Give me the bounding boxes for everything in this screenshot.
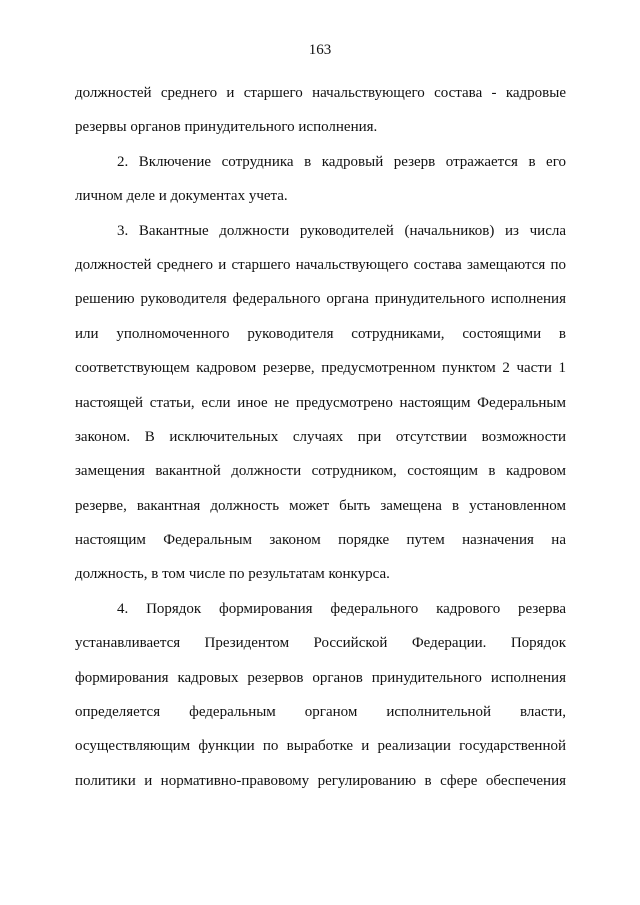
text-line: политики и нормативно-правовому регулированию в сфере обеспечения xyxy=(75,772,566,789)
text-line: формирования кадровых резервов органов принудительного исполнения xyxy=(75,669,566,686)
text-line: законом. В исключительных случаях при отсутствии возможности xyxy=(75,428,566,445)
text-line: осуществляющим функции по выработке и реализации государственной xyxy=(75,738,566,755)
body-text xyxy=(75,76,566,798)
text-line: замещения вакантной должности сотрудником, состоящим в кадровом xyxy=(75,463,566,480)
text-line: или уполномоченного руководителя сотрудниками, состоящими в xyxy=(75,325,566,342)
text-line: устанавливается Президентом Российской Федерации. Порядок xyxy=(75,635,566,652)
page-number: 163 xyxy=(308,42,332,58)
text-line: личном деле и документах учета. xyxy=(75,188,288,205)
text-line: определяется федеральным органом исполнительной власти, xyxy=(75,704,566,721)
text-line: должность, в том числе по результатам конкурса. xyxy=(75,566,390,583)
text-line: резервы органов принудительного исполнения. xyxy=(75,119,378,136)
text-line: решению руководителя федерального органа принудительного исполнения xyxy=(75,291,566,308)
paragraph-4-start: 4. Порядок формирования федерального кадрового резерва xyxy=(117,600,566,617)
text-line: настоящей статьи, если иное не предусмотрено настоящим Федеральным xyxy=(75,394,566,411)
paragraph-2-start: 2. Включение сотрудника в кадровый резерв отражается в его xyxy=(117,153,566,170)
text-line: должностей среднего и старшего начальствующего состава - кадровые xyxy=(75,85,566,101)
text-line: настоящим Федеральным законом порядке путем назначения на xyxy=(75,532,566,549)
paragraph-3-start: 3. Вакантные должности руководителей (начальников) из числа xyxy=(117,222,566,239)
text-line: соответствующем кадровом резерве, предусмотренном пунктом 2 части 1 xyxy=(75,360,566,377)
text-line: должностей среднего и старшего начальствующего состава замещаются по xyxy=(75,256,566,273)
text-line: резерве, вакантная должность может быть замещена в установленном xyxy=(75,497,566,514)
